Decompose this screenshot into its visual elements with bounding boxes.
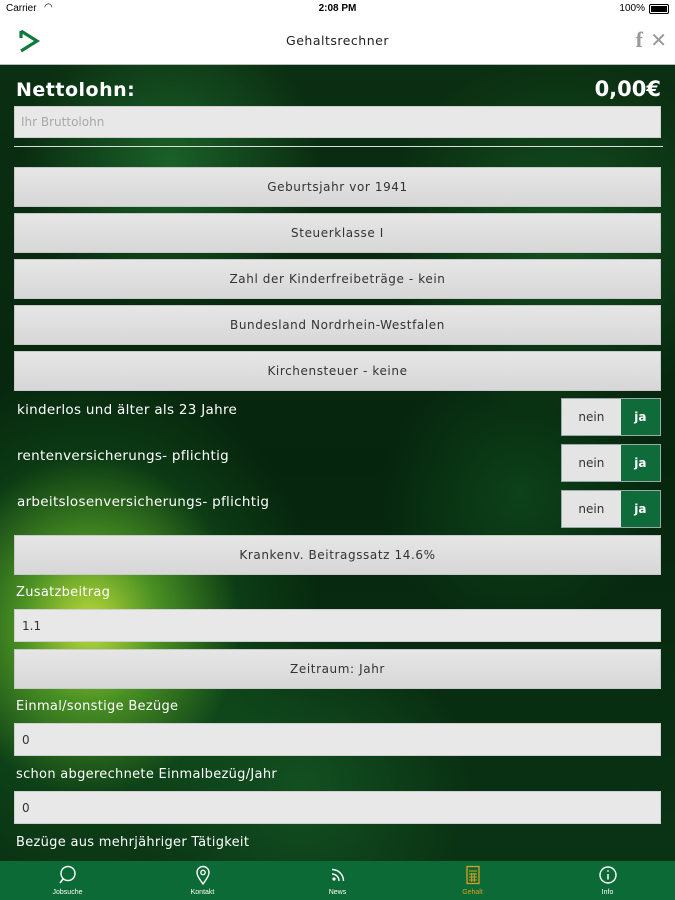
one-time-payments-input[interactable] bbox=[14, 723, 661, 756]
childless-toggle[interactable] bbox=[561, 398, 661, 436]
calculator-form bbox=[0, 65, 675, 861]
net-salary-value: 0,00€ bbox=[594, 77, 661, 101]
pension-insurance-label: rentenversicherungs- pflichtig bbox=[17, 448, 230, 464]
tab-label: Jobsuche bbox=[52, 889, 83, 896]
tab-label: Kontakt bbox=[190, 889, 215, 896]
unemployment-yes-option[interactable]: ja bbox=[621, 491, 660, 527]
multi-year-income-label: Bezüge aus mehrjähriger Tätigkeit bbox=[16, 835, 250, 850]
status-bar bbox=[0, 0, 675, 18]
battery-percent: 100% bbox=[619, 3, 645, 14]
childless-label: kinderlos und älter als 23 Jahre bbox=[17, 402, 238, 418]
already-billed-label: schon abgerechnete Einmalbezüg/Jahr bbox=[16, 767, 277, 782]
tab-label: Gehalt bbox=[462, 889, 483, 896]
tab-bar bbox=[0, 861, 675, 900]
divider bbox=[14, 146, 663, 147]
unemployment-no-option[interactable]: nein bbox=[562, 491, 621, 527]
xing-icon[interactable]: ✕ bbox=[650, 30, 667, 52]
tab-label: News bbox=[328, 889, 347, 896]
tab-gehalt[interactable] bbox=[405, 861, 540, 900]
location-pin-icon bbox=[192, 864, 214, 886]
wifi-icon: ◠ bbox=[44, 2, 53, 13]
page-title: Gehaltsrechner bbox=[286, 33, 389, 48]
tab-jobsuche[interactable] bbox=[0, 861, 135, 900]
tab-news[interactable] bbox=[270, 861, 405, 900]
unemployment-insurance-label: arbeitslosenversicherungs- pflichtig bbox=[17, 494, 270, 510]
gross-salary-input[interactable] bbox=[14, 106, 661, 138]
child-allowance-select[interactable]: Zahl der Kinderfreibeträge - kein bbox=[14, 259, 661, 299]
health-insurance-rate-select[interactable]: Krankenv. Beitragssatz 14.6% bbox=[14, 535, 661, 575]
childless-yes-option[interactable]: ja bbox=[621, 399, 660, 435]
birth-year-select[interactable]: Geburtsjahr vor 1941 bbox=[14, 167, 661, 207]
tab-label: Info bbox=[601, 889, 614, 896]
facebook-icon[interactable]: f bbox=[635, 27, 643, 52]
additional-contribution-label: Zusatzbeitrag bbox=[16, 585, 111, 600]
carrier-label: Carrier bbox=[6, 3, 37, 14]
one-time-payments-label: Einmal/sonstige Bezüge bbox=[16, 699, 179, 714]
additional-contribution-input[interactable] bbox=[14, 609, 661, 642]
calculator-icon bbox=[462, 864, 484, 886]
battery-icon bbox=[649, 4, 669, 14]
net-salary-label: Nettolohn: bbox=[16, 79, 136, 101]
state-select[interactable]: Bundesland Nordrhein-Westfalen bbox=[14, 305, 661, 345]
info-icon bbox=[597, 864, 619, 886]
period-select[interactable]: Zeitraum: Jahr bbox=[14, 649, 661, 689]
pension-yes-option[interactable]: ja bbox=[621, 445, 660, 481]
status-time: 2:08 PM bbox=[318, 3, 357, 14]
rss-icon bbox=[327, 864, 349, 886]
already-billed-input[interactable] bbox=[14, 791, 661, 824]
pension-insurance-toggle[interactable] bbox=[561, 444, 661, 482]
church-tax-select[interactable]: Kirchensteuer - keine bbox=[14, 351, 661, 391]
tab-info[interactable] bbox=[540, 861, 675, 900]
tax-class-select[interactable]: Steuerklasse I bbox=[14, 213, 661, 253]
childless-no-option[interactable]: nein bbox=[562, 399, 621, 435]
nav-bar bbox=[0, 18, 675, 65]
unemployment-insurance-toggle[interactable] bbox=[561, 490, 661, 528]
tab-kontakt[interactable] bbox=[135, 861, 270, 900]
pension-no-option[interactable]: nein bbox=[562, 445, 621, 481]
search-icon bbox=[57, 864, 79, 886]
